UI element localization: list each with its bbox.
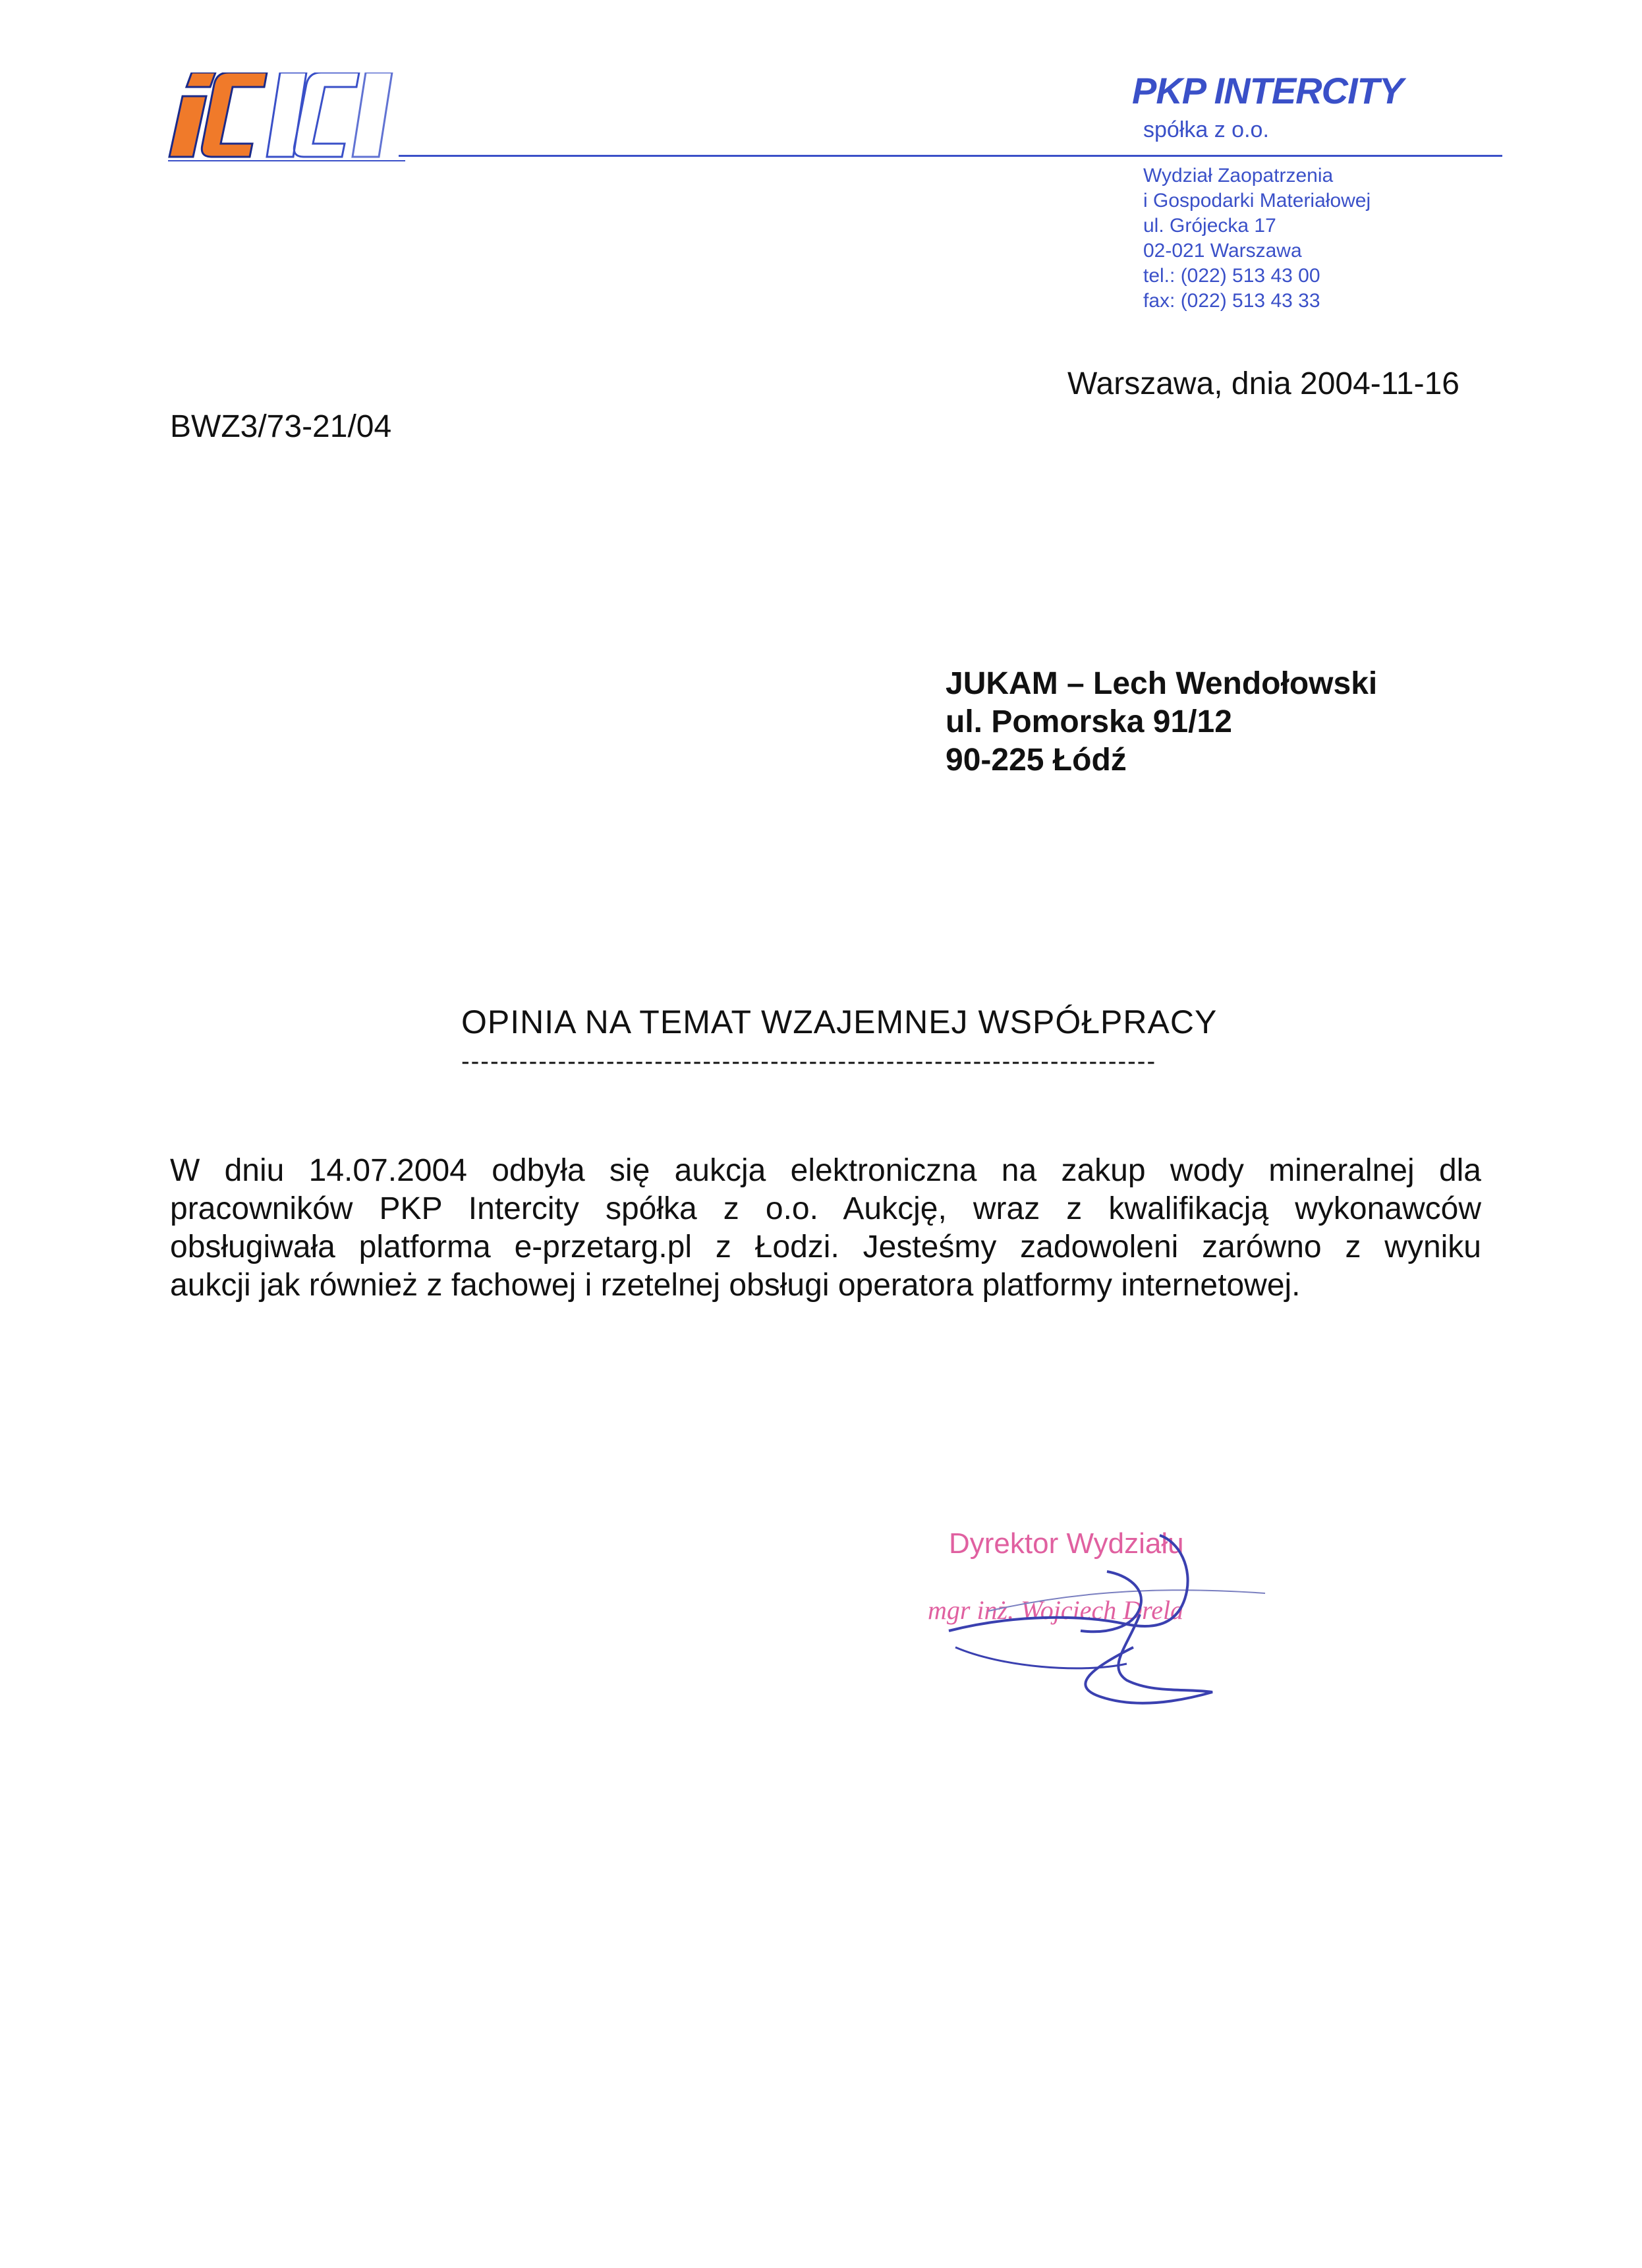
- body-line: aukcji jak również z fachowej i rzetelnej obsługi operatora platformy internetowej.: [170, 1268, 1301, 1303]
- address-line: ul. Grójecka 17: [1143, 215, 1276, 237]
- phone-line: tel.: (022) 513 43 00: [1143, 265, 1320, 287]
- signatory-name: mgr inż. Wojciech Drela: [928, 1595, 1184, 1625]
- recipient-city: 90-225 Łódź: [946, 743, 1127, 778]
- letter-body: [170, 1152, 1481, 1305]
- body-line: pracowników PKP Intercity spółka z o.o. Aukcję, wraz z kwalifikacją wykonawców: [170, 1191, 1481, 1226]
- header-rule: [399, 155, 1502, 157]
- body-line: obsługiwała platforma e-przetarg.pl z Łodzi. Jesteśmy zadowoleni zarówno z wyniku: [170, 1230, 1481, 1264]
- address-line: Wydział Zaopatrzenia: [1143, 165, 1334, 186]
- recipient-name: JUKAM – Lech Wendołowski: [946, 666, 1378, 701]
- handwritten-signature: [909, 1516, 1278, 1713]
- signatory-title: Dyrektor Wydziału: [949, 1527, 1184, 1560]
- recipient-street: ul. Pomorska 91/12: [946, 704, 1232, 739]
- company-name: PKP INTERCITY: [1132, 70, 1403, 111]
- reference-number: BWZ3/73-21/04: [170, 409, 392, 444]
- address-line: 02-021 Warszawa: [1143, 240, 1302, 262]
- company-legal-form: spółka z o.o.: [1143, 117, 1269, 142]
- title-underline: ------------------------------------------------------------------------: [461, 1048, 1157, 1075]
- address-line: i Gospodarki Materiałowej: [1143, 190, 1371, 212]
- fax-line: fax: (022) 513 43 33: [1143, 290, 1320, 312]
- icic-logo: [168, 72, 405, 165]
- body-line: W dniu 14.07.2004 odbyła się aukcja elektroniczna na zakup wody mineralnej dla: [170, 1153, 1481, 1188]
- place-date: Warszawa, dnia 2004-11-16: [1067, 366, 1459, 401]
- letter-title: OPINIA NA TEMAT WZAJEMNEJ WSPÓŁPRACY: [461, 1004, 1218, 1040]
